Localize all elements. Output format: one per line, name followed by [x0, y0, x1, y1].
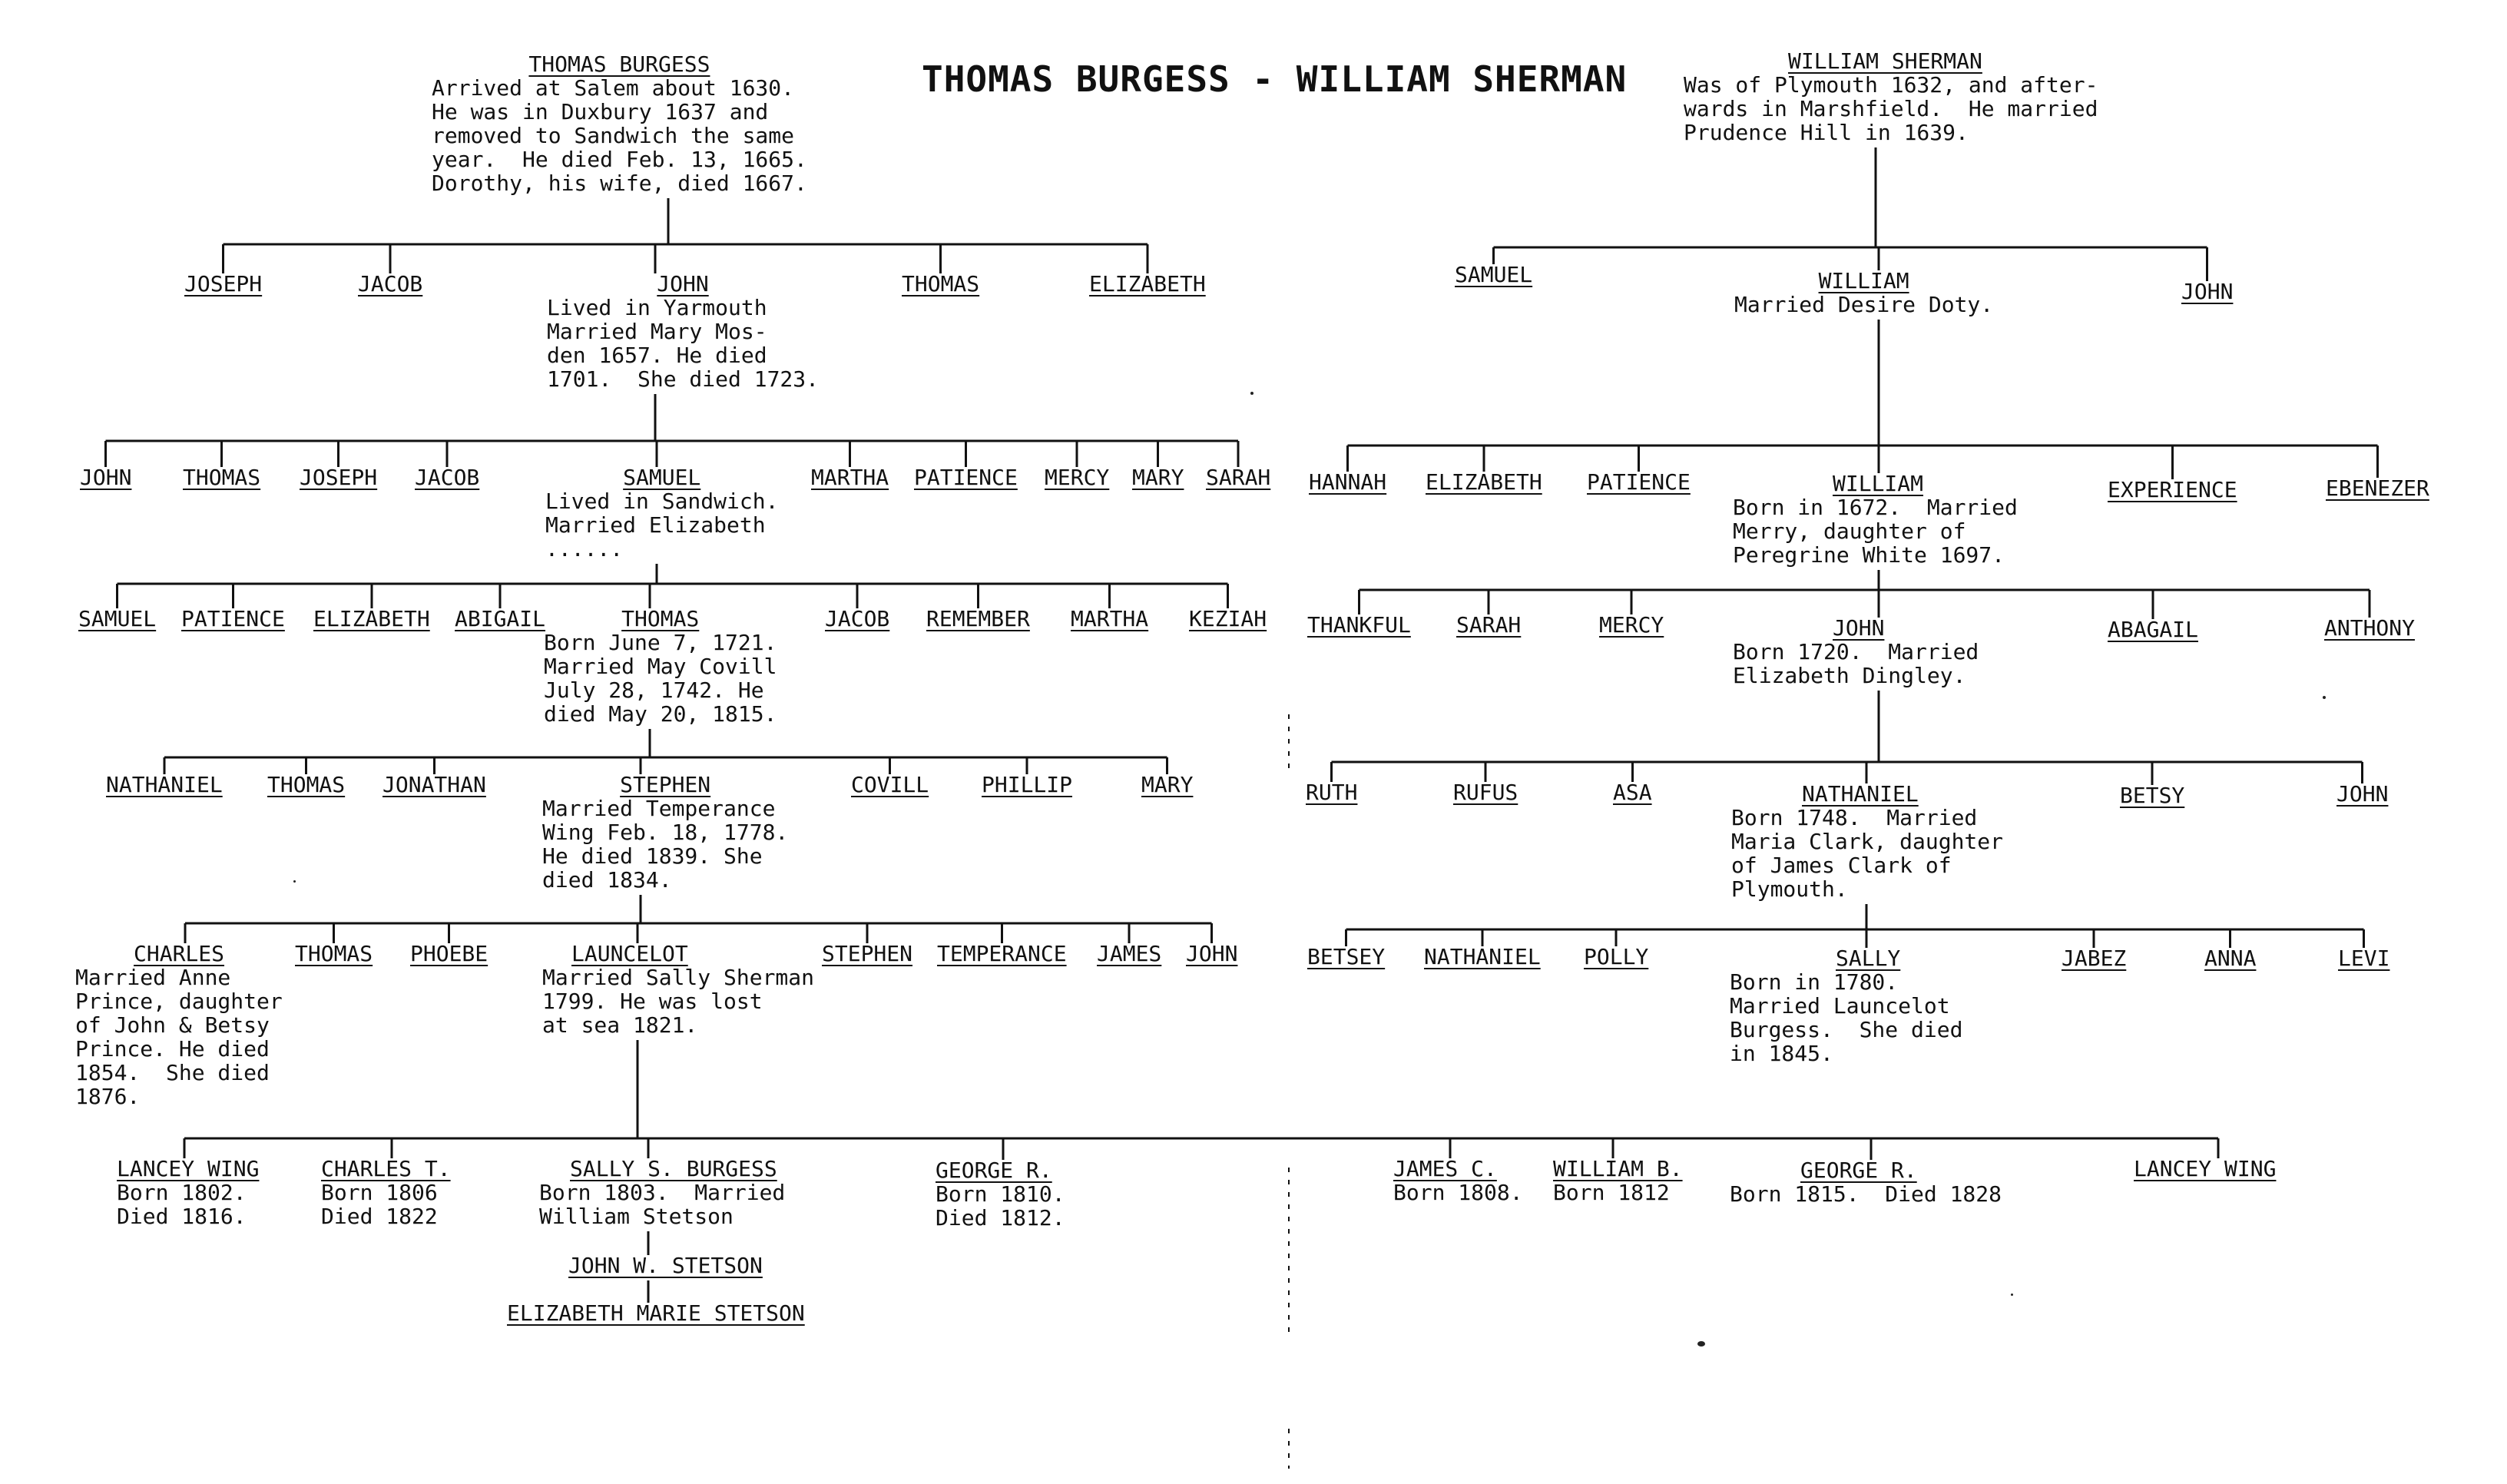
person-covill — [851, 773, 929, 797]
person-rufus — [1453, 780, 1518, 804]
person-name: LANCEY WING — [117, 1156, 260, 1181]
person-mary — [1141, 773, 1193, 797]
person-name: SARAH — [1206, 465, 1271, 490]
chart-title: THOMAS BURGESS - WILLIAM SHERMAN — [922, 58, 1628, 100]
person-jacob — [825, 607, 889, 631]
person-name: RUTH — [1306, 780, 1358, 805]
person-name: JACOB — [415, 465, 480, 490]
person-note: Born 1806 Died 1822 — [321, 1180, 438, 1229]
person-john — [547, 272, 819, 391]
person-samuel — [78, 607, 156, 631]
person-abagail — [2108, 618, 2198, 641]
person-sally-s-burgess — [539, 1157, 785, 1228]
person-thomas — [902, 272, 979, 296]
person-name: JOSEPH — [300, 465, 378, 490]
person-note: Born 1720. Married Elizabeth Dingley. — [1733, 639, 1979, 688]
person-name: LANCEY WING — [2134, 1156, 2277, 1181]
person-joseph — [184, 272, 262, 296]
person-patience — [914, 465, 1018, 489]
person-name: JONATHAN — [383, 772, 486, 797]
person-elizabeth — [1426, 470, 1542, 494]
person-patience — [181, 607, 285, 631]
person-thomas — [544, 607, 777, 726]
person-name: JABEZ — [2062, 946, 2127, 971]
person-note: Born June 7, 1721. Married May Covill July 28, 1742. He died May 20, 1815. — [544, 630, 777, 727]
person-elizabeth — [313, 607, 430, 631]
person-name: STEPHEN — [822, 941, 913, 966]
person-james-c — [1393, 1157, 1523, 1204]
person-name: JOHN — [2336, 781, 2389, 807]
person-thomas — [267, 773, 345, 797]
person-thomas — [183, 465, 260, 489]
person-name: TEMPERANCE — [937, 941, 1067, 966]
person-elizabeth-marie-stetson — [507, 1301, 805, 1325]
person-name: MARTHA — [1071, 606, 1149, 631]
person-name: RUFUS — [1453, 780, 1518, 805]
person-ruth — [1306, 780, 1357, 804]
person-name: MERCY — [1599, 612, 1664, 638]
person-name: STEPHEN — [620, 772, 711, 797]
person-note: Born 1812 — [1553, 1180, 1670, 1205]
person-phillip — [982, 773, 1072, 797]
person-note: Married Anne Prince, daughter of John & Betsy Prince. He died 1854. She died 1876. — [75, 965, 283, 1109]
person-name: PATIENCE — [1587, 469, 1691, 495]
person-note: Married Sally Sherman 1799. He was lost at sea 1821. — [542, 965, 815, 1038]
person-hannah — [1309, 470, 1386, 494]
person-abigail — [455, 607, 545, 631]
person-mercy — [1599, 613, 1664, 637]
person-ebenezer — [2326, 476, 2429, 500]
person-name: LAUNCELOT — [571, 941, 688, 966]
person-polly — [1584, 945, 1648, 969]
person-name: BETSEY — [1307, 944, 1386, 969]
person-name: MARTHA — [811, 465, 889, 490]
person-john — [1733, 616, 1979, 687]
person-name: EXPERIENCE — [2108, 477, 2237, 502]
person-name: PHILLIP — [982, 772, 1073, 797]
person-name: BETSY — [2120, 783, 2185, 808]
person-name: WILLIAM SHERMAN — [1788, 48, 1982, 74]
person-john-w-stetson — [568, 1254, 763, 1277]
person-name: SARAH — [1456, 612, 1522, 638]
person-note: Lived in Yarmouth Married Mary Mos- den 1657. He died 1701. She died 1723. — [547, 295, 820, 392]
person-lancey-wing — [117, 1157, 259, 1228]
person-jacob — [415, 465, 479, 489]
person-martha — [811, 465, 889, 489]
person-name: THANKFUL — [1307, 612, 1411, 638]
person-name: GEORGE R. — [936, 1158, 1052, 1183]
person-name: SALLY S. BURGESS — [570, 1156, 777, 1181]
person-name: JOHN — [1186, 941, 1238, 966]
person-thomas — [295, 942, 373, 966]
person-samuel — [1455, 263, 1532, 287]
person-william — [1733, 472, 2018, 567]
person-name: MARY — [1141, 772, 1194, 797]
person-sarah — [1206, 465, 1270, 489]
person-john — [80, 465, 131, 489]
person-name: GEORGE R. — [1800, 1158, 1917, 1183]
person-name: KEZIAH — [1189, 606, 1267, 631]
person-name: THOMAS BURGESS — [528, 51, 710, 77]
person-stephen — [822, 942, 912, 966]
person-anna — [2204, 946, 2256, 970]
person-name: POLLY — [1584, 944, 1649, 969]
person-name: THOMAS — [267, 772, 346, 797]
scan-speck — [2323, 696, 2326, 699]
person-mercy — [1045, 465, 1109, 489]
person-name: CHARLES T. — [321, 1156, 451, 1181]
person-name: JAMES C. — [1393, 1156, 1497, 1181]
person-name: WILLIAM B. — [1553, 1156, 1683, 1181]
person-name: WILLIAM — [1818, 268, 1909, 293]
person-experience — [2108, 478, 2237, 502]
person-george-r — [936, 1158, 1065, 1230]
person-note: Was of Plymouth 1632, and after- wards in Marshfield. He married Prudence Hill in 1639. — [1684, 72, 2098, 145]
person-william-b — [1553, 1157, 1683, 1204]
person-charles-t — [321, 1157, 451, 1228]
person-jacob — [358, 272, 422, 296]
person-name: JOHN — [1833, 615, 1885, 641]
person-note: Born 1815. Died 1828 — [1730, 1181, 2002, 1207]
person-name: JOHN — [657, 271, 709, 296]
person-name: ABAGAIL — [2108, 617, 2199, 642]
person-james — [1097, 942, 1161, 966]
person-joseph — [300, 465, 377, 489]
person-name: REMEMBER — [926, 606, 1030, 631]
person-name: ELIZABETH — [1089, 271, 1206, 296]
person-name: MARY — [1132, 465, 1184, 490]
scan-speck — [1697, 1341, 1705, 1347]
person-phoebe — [410, 942, 488, 966]
person-note: Married Temperance Wing Feb. 18, 1778. He died 1839. She died 1834. — [542, 796, 789, 893]
person-name: THOMAS — [183, 465, 261, 490]
person-note: Born 1808. — [1393, 1180, 1523, 1205]
person-william — [1734, 269, 1993, 316]
person-nathaniel — [1731, 782, 2003, 901]
person-name: SAMUEL — [78, 606, 157, 631]
person-name: COVILL — [851, 772, 929, 797]
person-john — [2181, 280, 2233, 303]
scan-speck — [293, 880, 296, 883]
person-john — [1186, 942, 1237, 966]
person-launcelot — [542, 942, 814, 1037]
person-name: THOMAS — [295, 941, 373, 966]
person-thomas-burgess — [432, 52, 807, 195]
person-name: THOMAS — [902, 271, 980, 296]
person-note: Born 1803. Married William Stetson — [539, 1180, 786, 1229]
person-name: LEVI — [2338, 946, 2390, 971]
person-thankful — [1307, 613, 1411, 637]
person-note: Born 1802. Died 1816. — [117, 1180, 247, 1229]
person-william-sherman — [1684, 49, 2098, 144]
person-stephen — [542, 773, 788, 892]
person-john — [2336, 782, 2388, 806]
person-note: Arrived at Salem about 1630. He was in Duxbury 1637 and removed to Sandwich the same year. He died Feb. 13, 1665. Dorothy, his wife, died 1667. — [432, 75, 807, 196]
person-nathaniel — [106, 773, 223, 797]
person-remember — [926, 607, 1030, 631]
person-name: NATHANIEL — [1802, 781, 1919, 807]
person-note: Lived in Sandwich. Married Elizabeth ...... — [545, 489, 779, 561]
person-name: MERCY — [1045, 465, 1110, 490]
person-samuel — [545, 465, 778, 561]
person-nathaniel — [1424, 945, 1541, 969]
person-keziah — [1189, 607, 1267, 631]
person-temperance — [937, 942, 1067, 966]
person-martha — [1071, 607, 1148, 631]
person-name: SAMUEL — [623, 465, 701, 490]
person-sally — [1730, 946, 1962, 1065]
person-name: JOHN — [80, 465, 132, 490]
person-asa — [1613, 780, 1652, 804]
person-name: JOHN W. STETSON — [568, 1253, 763, 1278]
person-name: PATIENCE — [914, 465, 1018, 490]
person-mary — [1132, 465, 1184, 489]
person-name: NATHANIEL — [106, 772, 223, 797]
person-name: PATIENCE — [181, 606, 285, 631]
person-note: Born in 1672. Married Merry, daughter of Peregrine White 1697. — [1733, 495, 2018, 568]
person-jonathan — [383, 773, 486, 797]
scan-speck — [1250, 392, 1254, 395]
person-name: ELIZABETH MARIE STETSON — [507, 1300, 805, 1326]
person-name: EBENEZER — [2326, 475, 2429, 501]
person-sarah — [1456, 613, 1521, 637]
person-name: THOMAS — [621, 606, 700, 631]
person-name: WILLIAM — [1833, 471, 1924, 496]
person-george-r — [1730, 1158, 2002, 1206]
person-note: Born in 1780. Married Launcelot Burgess. She died in 1845. — [1730, 969, 1963, 1066]
person-name: PHOEBE — [410, 941, 488, 966]
person-name: ELIZABETH — [1426, 469, 1542, 495]
person-name: JOHN — [2181, 279, 2234, 304]
person-name: ABIGAIL — [455, 606, 546, 631]
person-name: NATHANIEL — [1424, 944, 1541, 969]
person-anthony — [2324, 616, 2415, 640]
person-betsy — [2120, 783, 2184, 807]
person-name: ASA — [1613, 780, 1652, 805]
person-name: JACOB — [825, 606, 890, 631]
person-name: SALLY — [1836, 946, 1901, 971]
person-jabez — [2062, 946, 2126, 970]
person-charles — [75, 942, 283, 1108]
person-lancey-wing — [2134, 1157, 2276, 1181]
person-note: Born 1810. Died 1812. — [936, 1181, 1065, 1231]
person-name: ELIZABETH — [313, 606, 430, 631]
person-name: ANNA — [2204, 946, 2257, 971]
person-name: HANNAH — [1309, 469, 1387, 495]
person-note: Married Desire Doty. — [1734, 292, 1994, 317]
person-note: Born 1748. Married Maria Clark, daughter of James Clark of Plymouth. — [1731, 805, 2004, 902]
person-name: JAMES — [1097, 941, 1162, 966]
person-betsey — [1307, 945, 1385, 969]
person-name: JOSEPH — [184, 271, 263, 296]
person-name: SAMUEL — [1455, 262, 1533, 287]
person-levi — [2338, 946, 2389, 970]
person-patience — [1587, 470, 1691, 494]
person-elizabeth — [1089, 272, 1206, 296]
person-name: CHARLES — [134, 941, 225, 966]
person-name: JACOB — [358, 271, 423, 296]
person-name: ANTHONY — [2324, 615, 2416, 641]
scan-speck — [2011, 1294, 2013, 1296]
